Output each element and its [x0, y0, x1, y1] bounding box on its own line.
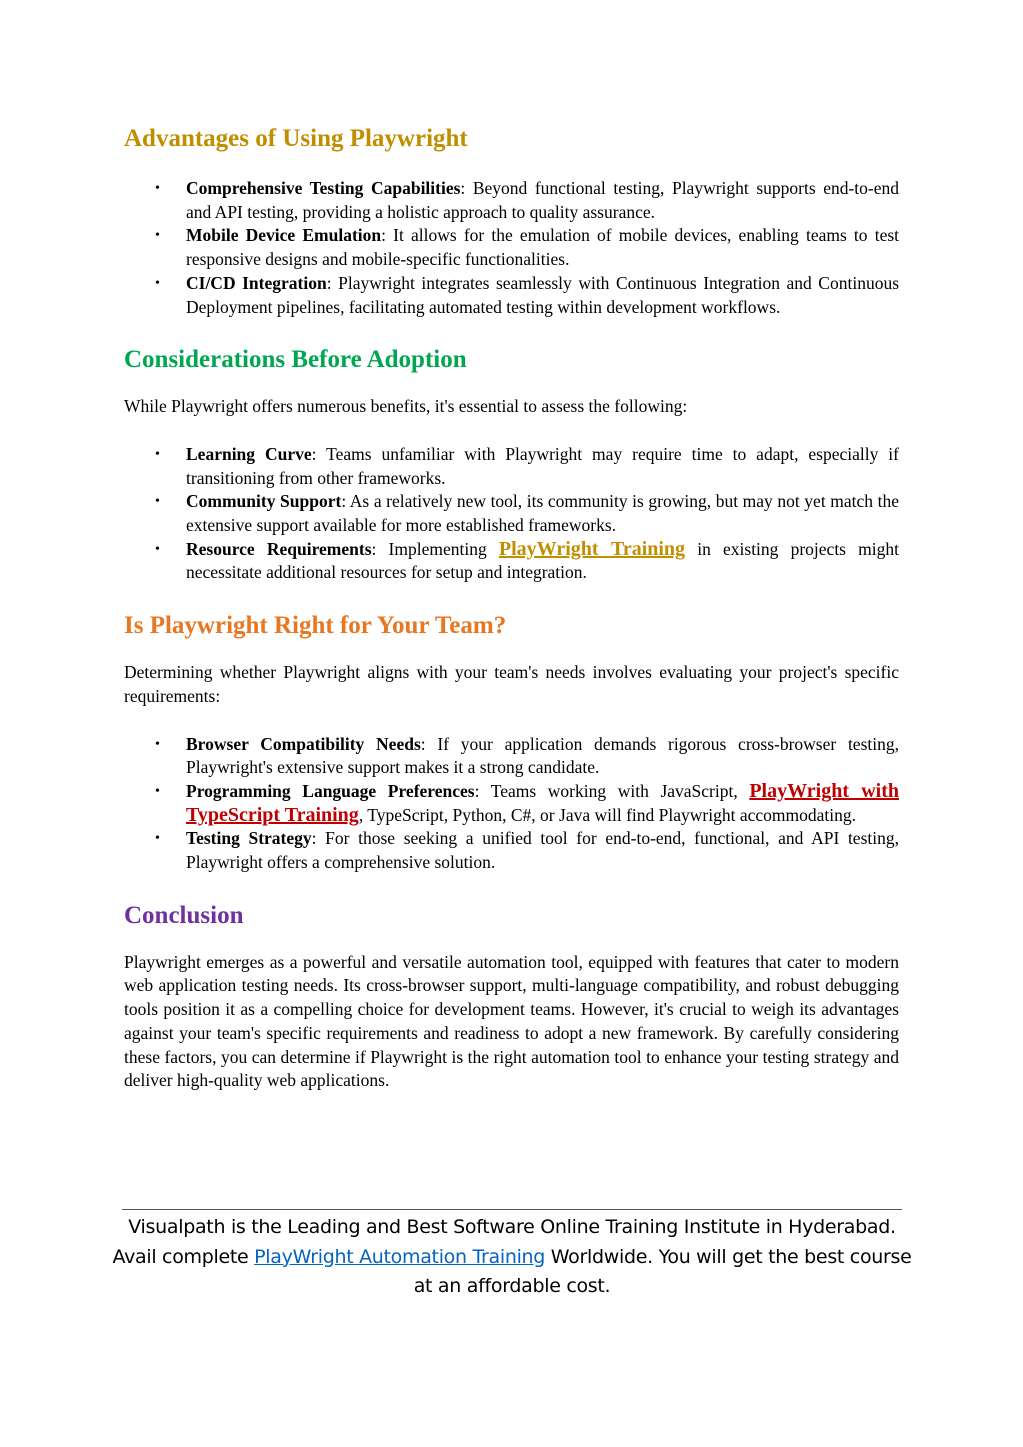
heading-right-for-team: Is Playwright Right for Your Team? [124, 612, 507, 640]
bullet-icon: • [155, 228, 160, 244]
bullet-icon: • [155, 783, 160, 799]
heading-advantages: Advantages of Using Playwright [124, 125, 468, 152]
automation-training-link[interactable]: PlayWright Automation Training [254, 1245, 546, 1268]
bullet-icon: • [155, 181, 160, 196]
footer-promo: Visualpath is the Leading and Best Software Online Training Institute in Hyderabad. Avail complete PlayWright Automation Training Worldwide. You will get the best course at an affordable cost. [112, 1216, 912, 1297]
playwright-training-link[interactable]: PlayWright Training [498, 537, 686, 560]
typescript-training-link[interactable]: PlayWright with TypeScript Training [186, 779, 899, 826]
bullet-icon: • [155, 275, 160, 291]
conclusion-body: Playwright emerges as a powerful and versatile automation tool, equipped with features that cater to modern web application testing needs. Its cross-browser support, multi-language compatibility, and robust debugging tools position it as a compelling choice for development teams. However, it's crucial to weigh its advantages against your team's specific requirements and readiness to adopt a new framework. By carefully considering these factors, you can determine if Playwright is the right automation tool to enhance your testing strategy and deliver high-quality web applications. [124, 951, 899, 1091]
list-item: • Programming Language Preferences: Teams working with JavaScript, PlayWright with TypeScript Training, TypeScript, Python, C#, or Java will find Playwright accommodating. [155, 779, 899, 826]
bullet-icon: • [155, 831, 160, 847]
considerations-list [124, 443, 899, 585]
list-item: • Community Support: As a relatively new tool, its community is growing, but may not yet match the extensive support available for more established frameworks. [155, 491, 899, 536]
list-item: • Browser Compatibility Needs: If your application demands rigorous cross-browser testing, Playwright's extensive support makes it a strong candidate. [155, 733, 899, 778]
bullet-icon: • [155, 494, 160, 510]
team-list [124, 733, 899, 875]
advantages-list [124, 177, 899, 319]
bullet-icon: • [155, 541, 160, 557]
list-item: • Mobile Device Emulation: It allows for the emulation of mobile devices, enabling teams to test responsive designs and mobile-specific functionalities. [155, 225, 900, 270]
footer-divider [122, 1209, 902, 1210]
team-intro: Determining whether Playwright aligns with your team's needs involves evaluating your project's specific requirements: [124, 662, 899, 706]
list-item: • Testing Strategy: For those seeking a unified tool for end-to-end, functional, and API testing, Playwright offers a comprehensive solution. [155, 828, 899, 873]
heading-considerations: Considerations Before Adoption [124, 346, 467, 374]
list-item: • Learning Curve: Teams unfamiliar with Playwright may require time to adapt, especially if transitioning from other frameworks. [155, 443, 899, 488]
document-body [124, 122, 899, 1093]
list-item: • Resource Requirements: Implementing PlayWright Training in existing projects might necessitate additional resources for setup and integration. [155, 537, 899, 583]
bullet-icon: • [155, 446, 160, 462]
heading-conclusion: Conclusion [124, 901, 244, 929]
list-item: • Comprehensive Testing Capabilities: Beyond functional testing, Playwright supports end-to-end and API testing, providing a holistic approach to quality assurance. [155, 178, 899, 222]
list-item: • CI/CD Integration: Playwright integrates seamlessly with Continuous Integration and Continuous Deployment pipelines, facilitating automated testing within development workflows. [155, 272, 900, 317]
bullet-icon: • [155, 736, 160, 752]
considerations-intro: While Playwright offers numerous benefits, it's essential to assess the following: [124, 396, 688, 417]
